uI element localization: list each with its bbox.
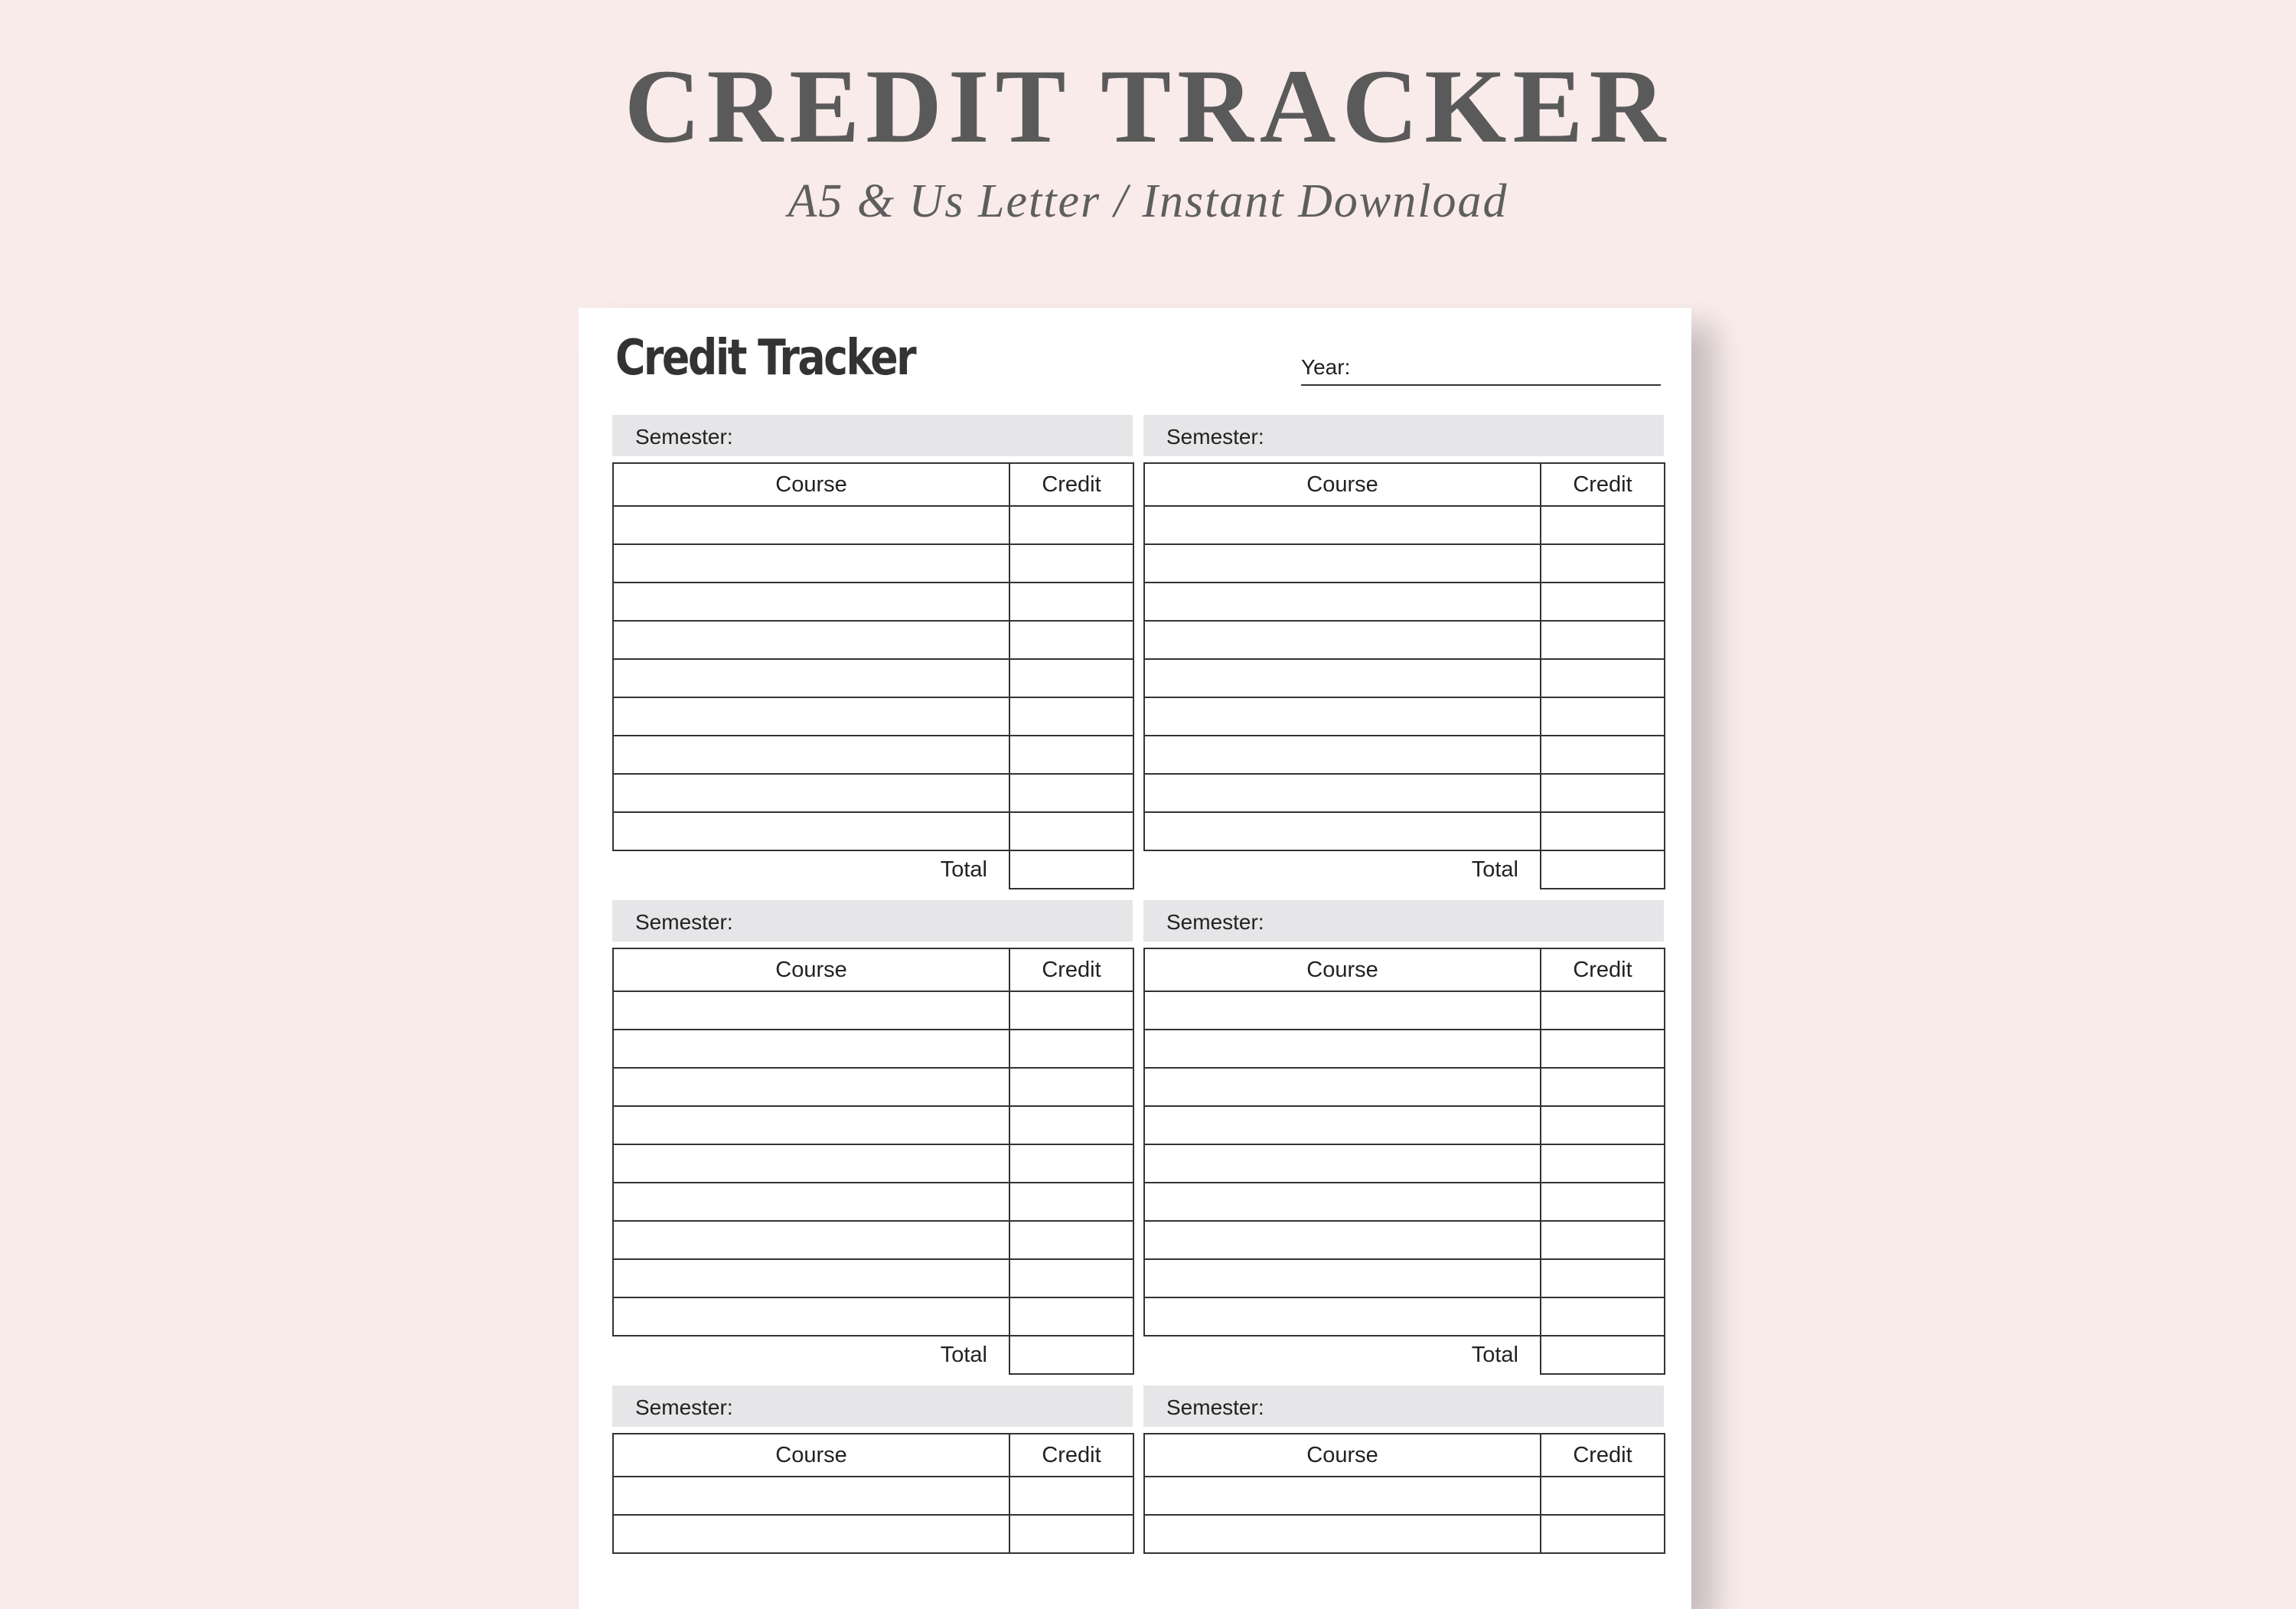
table-header-row	[613, 948, 1133, 991]
total-cell[interactable]	[1541, 850, 1665, 889]
course-column-header: Course	[613, 463, 1009, 506]
course-table	[1143, 948, 1665, 1375]
page-subtitle: A5 & Us Letter / Instant Download	[788, 175, 1508, 227]
credit-cell[interactable]	[1009, 736, 1133, 774]
credit-column-header: Credit	[1009, 463, 1133, 506]
total-cell[interactable]	[1541, 1336, 1665, 1374]
credit-cell[interactable]	[1009, 583, 1133, 621]
semester-label: Semester:	[1166, 910, 1264, 934]
table-row	[613, 1259, 1133, 1297]
course-cell[interactable]	[613, 1477, 1009, 1515]
table-row	[613, 774, 1133, 812]
table-row	[1144, 1144, 1665, 1183]
course-cell[interactable]	[1144, 583, 1541, 621]
total-row	[613, 850, 1133, 889]
course-cell[interactable]	[613, 1144, 1009, 1183]
course-cell[interactable]	[1144, 774, 1541, 812]
credit-cell[interactable]	[1009, 1030, 1133, 1068]
course-cell[interactable]	[1144, 1221, 1541, 1259]
credit-cell[interactable]	[1009, 659, 1133, 697]
table-row	[1144, 1297, 1665, 1336]
course-cell[interactable]	[613, 506, 1009, 544]
credit-cell[interactable]	[1009, 1144, 1133, 1183]
course-cell[interactable]	[1144, 1068, 1541, 1106]
course-cell[interactable]	[1144, 697, 1541, 736]
course-cell[interactable]	[1144, 1477, 1541, 1515]
credit-cell[interactable]	[1541, 697, 1665, 736]
course-cell[interactable]	[1144, 1259, 1541, 1297]
course-cell[interactable]	[1144, 659, 1541, 697]
semester-field[interactable]	[612, 415, 1133, 456]
course-cell[interactable]	[613, 621, 1009, 659]
course-cell[interactable]	[1144, 1183, 1541, 1221]
table-row	[1144, 774, 1665, 812]
course-cell[interactable]	[613, 659, 1009, 697]
course-cell[interactable]	[613, 1106, 1009, 1144]
course-cell[interactable]	[1144, 506, 1541, 544]
course-table	[1143, 462, 1665, 889]
credit-cell[interactable]	[1541, 1106, 1665, 1144]
credit-cell[interactable]	[1541, 1068, 1665, 1106]
page-title: CREDIT TRACKER	[624, 47, 1672, 165]
credit-cell[interactable]	[1541, 544, 1665, 583]
total-row	[1144, 1336, 1665, 1374]
course-cell[interactable]	[1144, 1106, 1541, 1144]
credit-cell[interactable]	[1541, 1221, 1665, 1259]
course-column-header: Course	[613, 948, 1009, 991]
sheet-title: Credit Tracker	[615, 330, 915, 387]
table-header-row	[1144, 463, 1665, 506]
credit-cell[interactable]	[1009, 1106, 1133, 1144]
table-row	[1144, 1221, 1665, 1259]
table-row	[613, 1106, 1133, 1144]
course-table	[1143, 1433, 1665, 1554]
table-row	[613, 1221, 1133, 1259]
total-row	[613, 1336, 1133, 1374]
table-row	[1144, 812, 1665, 850]
credit-cell[interactable]	[1541, 812, 1665, 850]
table-row	[613, 583, 1133, 621]
course-cell[interactable]	[613, 736, 1009, 774]
semester-block	[612, 415, 1133, 889]
semester-block	[1143, 900, 1664, 1375]
credit-cell[interactable]	[1009, 1221, 1133, 1259]
table-row	[1144, 1515, 1665, 1553]
course-column-header: Course	[1144, 1434, 1541, 1477]
table-row	[1144, 621, 1665, 659]
credit-cell[interactable]	[1541, 1030, 1665, 1068]
course-cell[interactable]	[1144, 991, 1541, 1030]
table-header-row	[1144, 948, 1665, 991]
table-row	[1144, 544, 1665, 583]
credit-cell[interactable]	[1009, 1068, 1133, 1106]
semester-label: Semester:	[635, 425, 733, 449]
table-row	[613, 544, 1133, 583]
semester-block	[612, 900, 1133, 1375]
course-cell[interactable]	[613, 812, 1009, 850]
course-cell[interactable]	[613, 1297, 1009, 1336]
course-cell[interactable]	[613, 1515, 1009, 1553]
semester-field[interactable]	[612, 900, 1133, 942]
credit-cell[interactable]	[1541, 991, 1665, 1030]
table-header-row	[613, 1434, 1133, 1477]
table-row	[613, 1068, 1133, 1106]
course-table	[612, 462, 1134, 889]
table-row	[1144, 1183, 1665, 1221]
credit-column-header: Credit	[1541, 948, 1665, 991]
semester-field[interactable]	[612, 1385, 1133, 1427]
table-row	[1144, 506, 1665, 544]
course-cell[interactable]	[1144, 1297, 1541, 1336]
course-cell[interactable]	[1144, 1515, 1541, 1553]
semester-label: Semester:	[1166, 425, 1264, 449]
course-cell[interactable]	[613, 1068, 1009, 1106]
table-row	[1144, 736, 1665, 774]
table-row	[613, 812, 1133, 850]
total-cell[interactable]	[1009, 1336, 1133, 1374]
semester-block	[1143, 415, 1664, 889]
table-row	[1144, 659, 1665, 697]
course-cell[interactable]	[1144, 621, 1541, 659]
course-cell[interactable]	[613, 774, 1009, 812]
credit-cell[interactable]	[1009, 544, 1133, 583]
course-cell[interactable]	[1144, 1030, 1541, 1068]
credit-cell[interactable]	[1541, 583, 1665, 621]
table-row	[1144, 1106, 1665, 1144]
table-header-row	[613, 463, 1133, 506]
credit-cell[interactable]	[1009, 506, 1133, 544]
credit-cell[interactable]	[1009, 697, 1133, 736]
course-column-header: Course	[1144, 948, 1541, 991]
course-cell[interactable]	[1144, 544, 1541, 583]
credit-column-header: Credit	[1009, 1434, 1133, 1477]
credit-cell[interactable]	[1541, 736, 1665, 774]
table-row	[613, 621, 1133, 659]
semester-block	[1143, 1385, 1664, 1554]
total-row	[1144, 850, 1665, 889]
table-row	[613, 1183, 1133, 1221]
credit-cell[interactable]	[1541, 774, 1665, 812]
course-cell[interactable]	[613, 1259, 1009, 1297]
course-cell[interactable]	[613, 544, 1009, 583]
table-row	[613, 697, 1133, 736]
course-cell[interactable]	[1144, 736, 1541, 774]
semester-label: Semester:	[635, 910, 733, 934]
total-label: Total	[1471, 857, 1518, 882]
table-row	[613, 1477, 1133, 1515]
table-row	[1144, 697, 1665, 736]
credit-cell[interactable]	[1541, 1144, 1665, 1183]
total-cell[interactable]	[1009, 850, 1133, 889]
table-row	[1144, 1477, 1665, 1515]
credit-cell[interactable]	[1009, 1183, 1133, 1221]
table-row	[613, 736, 1133, 774]
course-cell[interactable]	[613, 1030, 1009, 1068]
credit-cell[interactable]	[1541, 1183, 1665, 1221]
total-label: Total	[1471, 1343, 1518, 1367]
course-table	[612, 1433, 1134, 1554]
table-header-row	[1144, 1434, 1665, 1477]
planner-sheet	[579, 308, 1691, 1609]
credit-cell[interactable]	[1009, 621, 1133, 659]
total-label: Total	[940, 1343, 987, 1367]
semester-label: Semester:	[1166, 1395, 1264, 1419]
table-row	[1144, 991, 1665, 1030]
semester-label: Semester:	[635, 1395, 733, 1419]
table-row	[613, 1515, 1133, 1553]
course-cell[interactable]	[613, 991, 1009, 1030]
table-row	[613, 1030, 1133, 1068]
credit-cell[interactable]	[1541, 1515, 1665, 1553]
credit-cell[interactable]	[1541, 1259, 1665, 1297]
course-cell[interactable]	[613, 697, 1009, 736]
course-cell[interactable]	[613, 1221, 1009, 1259]
credit-cell[interactable]	[1009, 991, 1133, 1030]
course-column-header: Course	[1144, 463, 1541, 506]
course-cell[interactable]	[613, 1183, 1009, 1221]
table-row	[1144, 1030, 1665, 1068]
credit-cell[interactable]	[1009, 1259, 1133, 1297]
credit-cell[interactable]	[1009, 1477, 1133, 1515]
semester-block	[612, 1385, 1133, 1554]
year-field[interactable]	[1301, 351, 1661, 386]
credit-cell[interactable]	[1541, 1477, 1665, 1515]
table-row	[1144, 583, 1665, 621]
total-label: Total	[940, 857, 987, 882]
table-row	[613, 1144, 1133, 1183]
credit-cell[interactable]	[1541, 1297, 1665, 1336]
credit-cell[interactable]	[1541, 506, 1665, 544]
credit-cell[interactable]	[1541, 659, 1665, 697]
table-row	[613, 1297, 1133, 1336]
credit-cell[interactable]	[1009, 1297, 1133, 1336]
credit-column-header: Credit	[1009, 948, 1133, 991]
course-table	[612, 948, 1134, 1375]
table-row	[1144, 1259, 1665, 1297]
credit-cell[interactable]	[1009, 1515, 1133, 1553]
semester-field[interactable]	[1143, 415, 1664, 456]
course-column-header: Course	[613, 1434, 1009, 1477]
credit-cell[interactable]	[1009, 812, 1133, 850]
credit-cell[interactable]	[1009, 774, 1133, 812]
table-row	[613, 659, 1133, 697]
semester-field[interactable]	[1143, 900, 1664, 942]
year-label: Year:	[1301, 355, 1351, 379]
credit-column-header: Credit	[1541, 463, 1665, 506]
credit-column-header: Credit	[1541, 1434, 1665, 1477]
table-row	[1144, 1068, 1665, 1106]
table-row	[613, 991, 1133, 1030]
semester-field[interactable]	[1143, 1385, 1664, 1427]
credit-cell[interactable]	[1541, 621, 1665, 659]
course-cell[interactable]	[1144, 1144, 1541, 1183]
table-row	[613, 506, 1133, 544]
course-cell[interactable]	[613, 583, 1009, 621]
course-cell[interactable]	[1144, 812, 1541, 850]
